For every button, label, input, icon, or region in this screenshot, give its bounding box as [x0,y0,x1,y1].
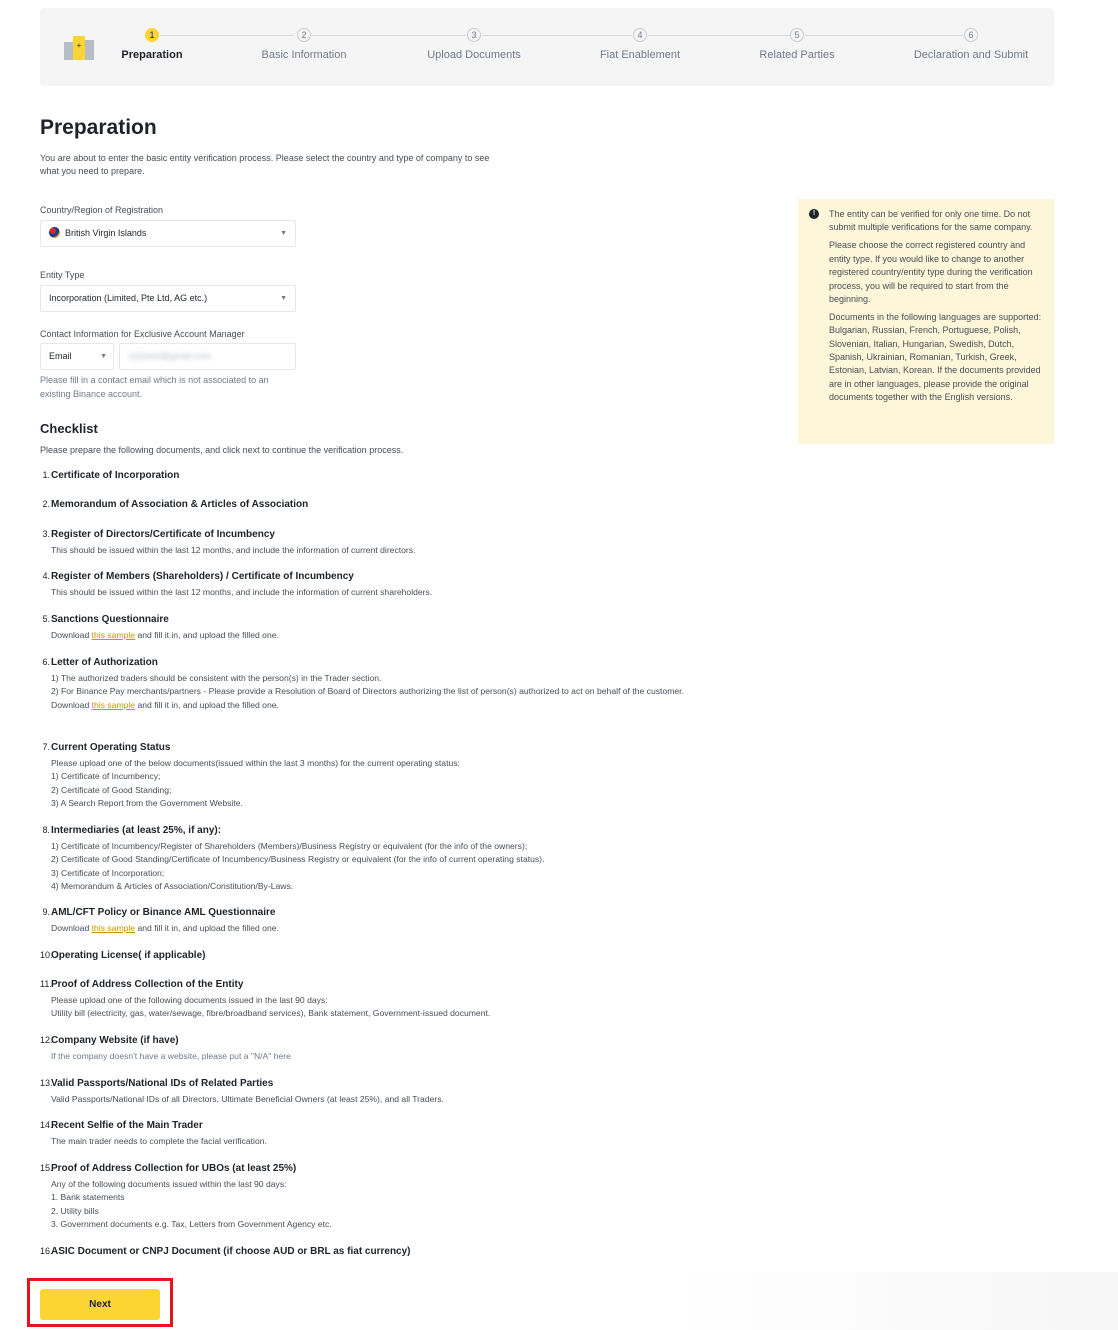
item-title: Operating License( if applicable) [51,950,206,961]
checklist-item [40,656,720,712]
item-title: Sanctions Questionnaire [51,614,169,625]
item-description [51,840,720,894]
item-line: 3) A Search Report from the Government Website. [51,798,243,809]
country-value: British Virgin Islands [65,228,147,238]
contact-hint: Please fill in a contact email which is not associated to an existing Binance account. [40,375,269,399]
checklist-title: Checklist [40,421,98,436]
item-line: This should be issued within the last 12 months, and include the information of current shareholders. [51,587,433,597]
item-number: 2. [42,499,50,509]
item-description [51,1178,720,1232]
item-title: Register of Directors/Certificate of Incumbency [51,529,275,540]
item-line: 4) Memorandum & Articles of Association/Constitution/By-Laws. [51,881,294,892]
item-line: 3. Government documents e.g. Tax, Letters from Government Agency etc. [51,1219,332,1230]
item-title: Current Operating Status [51,742,171,753]
item-title: Letter of Authorization [51,657,158,668]
step-label: Upload Documents [427,49,521,61]
item-description [51,922,720,935]
item-line: Please upload one of the following documents issued in the last 90 days: [51,995,328,1005]
step-label: Related Parties [759,49,835,61]
item-title: Intermediaries (at least 25%, if any): [51,825,222,836]
contact-email-value: 1111test@gmail.com [128,351,211,361]
download-text: and fill it in, and upload the filled one. [137,923,279,933]
item-number: 3. [42,529,50,539]
item-description [51,586,720,599]
checklist-item [40,741,720,811]
item-line: 2) Certificate of Good Standing/Certificate of Incumbency/Business Registry or equivalent (for the info of current operating status). [51,854,545,865]
entity-type-label: Entity Type [40,270,85,280]
item-description [51,629,720,642]
item-description [51,757,720,811]
download-text: Download [51,923,90,933]
item-line: If the company doesn't have a website, please put a "N/A" here [51,1051,291,1061]
item-number: 9. [42,907,50,917]
item-line: Valid Passports/National IDs of all Directors, Ultimate Beneficial Owners (at least 25%), and all Traders. [51,1094,444,1104]
item-title: Register of Members (Shareholders) / Certificate of Incumbency [51,571,354,582]
download-text: Download [51,630,90,640]
item-title: Certificate of Incorporation [51,470,180,481]
checklist-item [40,613,720,642]
item-number: 15. [40,1163,53,1173]
step-number: 6 [964,28,978,42]
item-number: 4. [42,571,50,581]
item-line: 1) Certificate of Incumbency/Register of Shareholders (Members)/Business Registry or equivalent (for the info of the owners); [51,841,528,851]
item-line: Please upload one of the below documents(issued within the last 3 months) for the current operating status: [51,758,460,768]
item-title: Proof of Address Collection for UBOs (at least 25%) [51,1163,297,1174]
progress-stepper [40,8,1054,86]
notice-paragraph: The entity can be verified for only one time. Do not submit multiple verifications for the same company. [829,209,1033,233]
bvi-flag-icon [49,227,60,238]
checklist-item [40,949,720,963]
item-description [51,994,720,1021]
checklist-item [40,469,720,483]
item-line: Any of the following documents issued within the last 90 days: [51,1179,287,1189]
entity-building-icon [64,34,94,60]
sample-download-link[interactable]: this sample [91,630,136,640]
caret-down-icon: ▼ [280,295,287,302]
item-number: 7. [42,742,50,752]
page-title: Preparation [40,116,157,139]
item-title: AML/CFT Policy or Binance AML Questionnaire [51,907,276,918]
sample-download-link[interactable]: this sample [91,923,136,933]
item-title: Proof of Address Collection of the Entity [51,979,244,990]
entity-type-select[interactable] [40,285,296,312]
entity-type-value: Incorporation (Limited, Pte Ltd, AG etc.) [49,293,208,303]
step-number: 3 [467,28,481,42]
step-label: Basic Information [261,49,347,61]
item-title: Memorandum of Association & Articles of Association [51,499,309,510]
checklist-item [40,824,720,894]
step-label: Fiat Enablement [599,49,681,61]
checklist-item [40,498,720,512]
step-declaration-and-submit [906,28,1036,61]
contact-type-select[interactable] [40,343,114,370]
item-line: 2. Utility bills [51,1205,99,1216]
item-title: Recent Selfie of the Main Trader [51,1120,203,1131]
item-description [51,544,720,557]
item-description [51,672,720,712]
country-label: Country/Region of Registration [40,205,164,215]
step-number: 4 [633,28,647,42]
download-text: and fill it in, and upload the filled one. [137,630,279,640]
checklist-item [40,1119,720,1148]
item-line: This should be issued within the last 12 months, and include the information of current directors. [51,545,416,555]
checklist-item [40,1034,720,1063]
item-line: The main trader needs to complete the facial verification. [51,1136,267,1146]
step-number: 1 [145,28,159,42]
item-number: 6. [42,657,50,667]
checklist-item [40,1077,720,1106]
item-number: 8. [42,825,50,835]
item-line: 1) Certificate of Incumbency; [51,771,161,782]
step-preparation [112,28,192,61]
item-title: ASIC Document or CNPJ Document (if choose AUD or BRL as fiat currency) [51,1246,411,1257]
page-intro: You are about to enter the basic entity verification process. Please select the country and type of company to see what you need to prepare. [40,153,490,176]
svg-text:+: + [76,41,82,50]
contact-email-input[interactable] [119,343,296,370]
step-basic-information [254,28,354,61]
checklist-item [40,1245,720,1259]
sample-download-link[interactable]: this sample [91,699,136,710]
step-upload-documents [419,28,529,61]
item-line: 2) Certificate of Good Standing; [51,784,172,795]
notice-paragraph: Documents in the following languages are supported: Bulgarian, Russian, French, Portuguese, Polish, Slovenian, Italian, Hungarian, Swedish, Dutch, Spanish, Ukrainian, Romanian, Turkish, Greek, Estonian, Latvian, Korean. If the documents provided are in other languages, please provide the original documents together with the English versions. [829,311,1042,403]
item-description [51,1093,720,1106]
item-line: Utility bill (electricity, gas, water/sewage, fibre/broadband services), Bank statement, Government-issued document. [51,1008,491,1019]
item-line: 1) The authorized traders should be consistent with the person(s) in the Trader section. [51,673,382,683]
checklist-item [40,906,720,935]
caret-down-icon: ▼ [100,353,107,360]
item-line: 1. Bank statements [51,1192,125,1203]
contact-label: Contact Information for Exclusive Account Manager [40,329,245,339]
download-text: Download [51,699,90,710]
item-number: 12. [40,1035,53,1045]
alert-icon: ! [809,209,819,219]
checklist-intro: Please prepare the following documents, and click next to continue the verification process. [40,445,404,455]
item-number: 13. [40,1078,53,1088]
item-title: Valid Passports/National IDs of Related Parties [51,1078,274,1089]
item-description [51,1050,720,1063]
next-button[interactable]: Next [40,1289,160,1320]
notice-panel [798,199,1054,444]
item-line: 2) For Binance Pay merchants/partners - Please provide a Resolution of Board of Directors authorizing the list of person(s) authorized to act on behalf of the customer. [51,686,684,697]
step-label: Declaration and Submit [913,49,1029,61]
caret-down-icon: ▼ [280,230,287,237]
item-number: 11. [40,979,52,989]
step-number: 2 [297,28,311,42]
notice-paragraph: Please choose the correct registered country and entity type. If you would like to change to another registered country/entity type during the verification process, you will be required to start from the beginning. [829,240,1033,304]
item-number: 16. [40,1246,53,1256]
checklist-item [40,978,720,1021]
item-number: 10. [40,950,53,960]
country-select[interactable] [40,220,296,247]
item-number: 14. [40,1120,53,1130]
item-number: 1. [42,470,50,480]
item-line: 3) Certificate of Incorporation; [51,867,165,878]
item-number: 5. [42,614,50,624]
item-description [51,1135,720,1148]
item-title: Company Website (if have) [51,1035,179,1046]
contact-type-value: Email [49,351,72,361]
checklist-item [40,1162,720,1232]
step-fiat-enablement [585,28,695,61]
download-text: and fill it in, and upload the filled one. [137,699,279,710]
step-related-parties [747,28,847,61]
checklist-item [40,570,720,599]
step-label: Preparation [121,49,183,61]
step-number: 5 [790,28,804,42]
checklist-item [40,528,720,557]
